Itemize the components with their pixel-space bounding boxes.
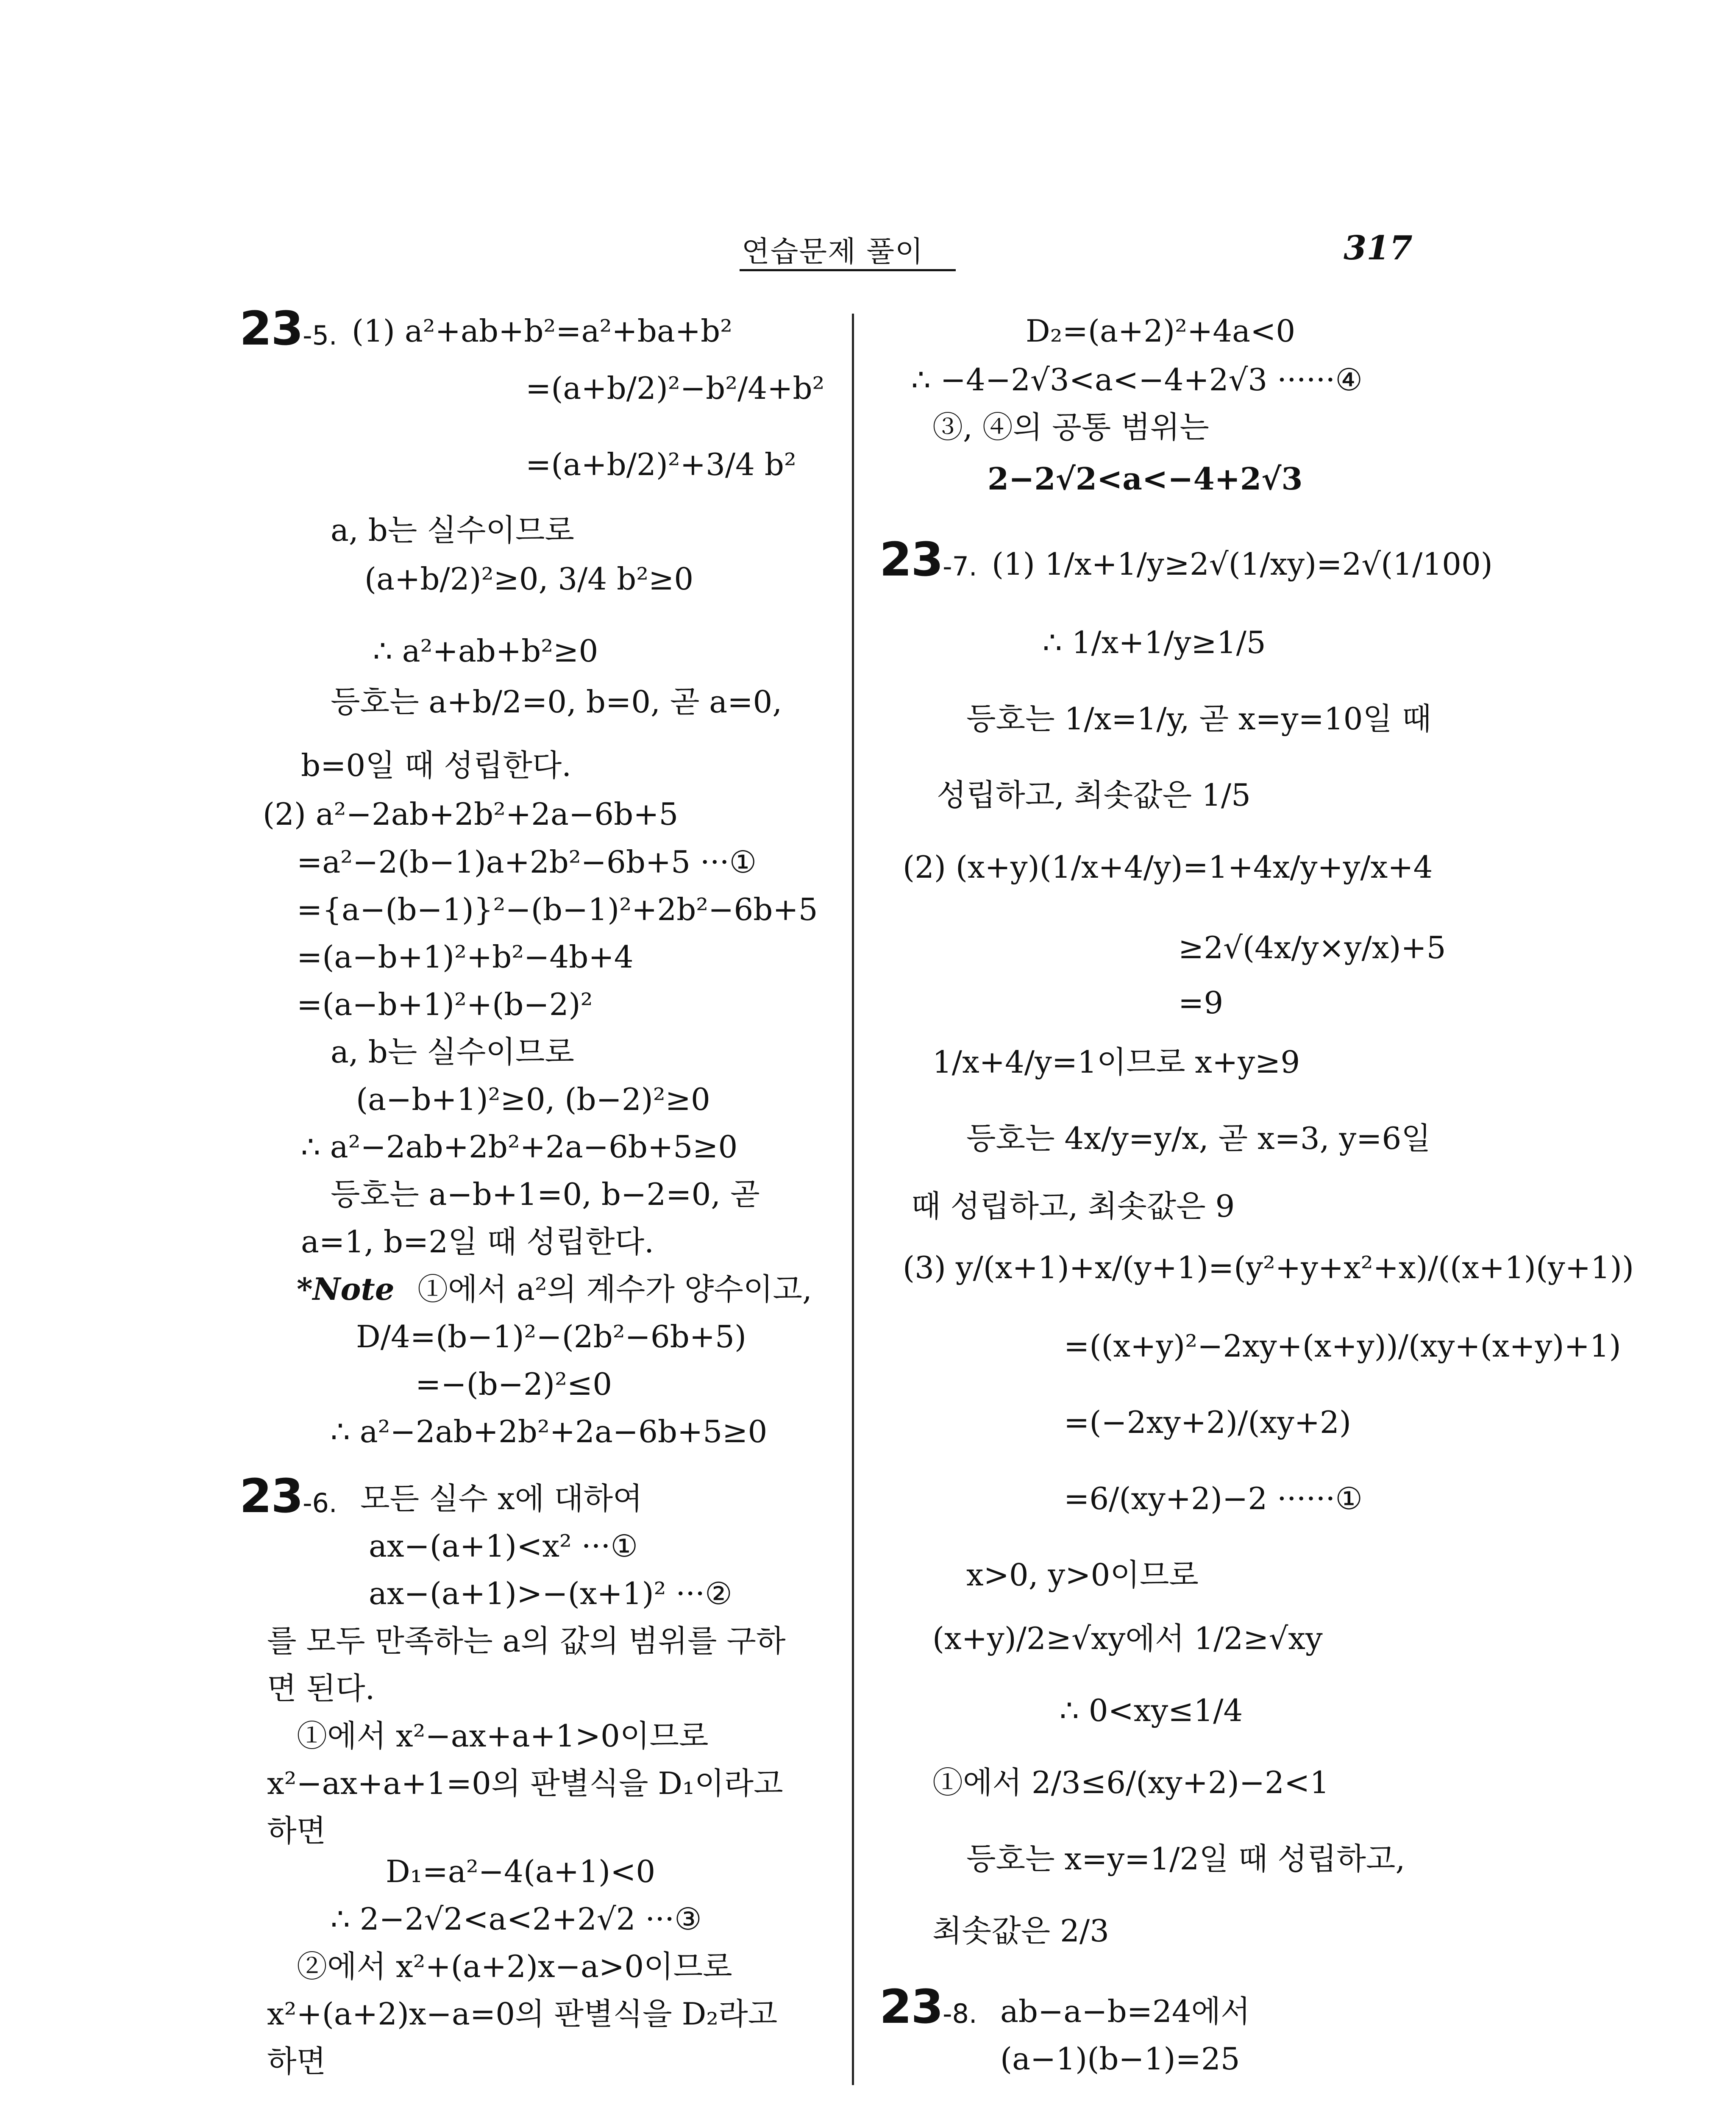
solution-line: a=1, b=2일 때 성립한다. xyxy=(301,1224,654,1260)
note-label: *Note xyxy=(297,1271,395,1307)
problem-23-5-number xyxy=(239,301,337,356)
solution-line: 등호는 a−b+1=0, b−2=0, 곧 xyxy=(331,1176,760,1212)
problem-number-sub: -7. xyxy=(943,551,977,582)
solution-line: =((x+y)²−2xy+(x+y))/(xy+(x+y)+1) xyxy=(1064,1328,1621,1364)
solution-line: (a−b+1)²≥0, (b−2)²≥0 xyxy=(356,1082,710,1117)
solution-line: 면 된다. xyxy=(267,1671,375,1706)
solution-line: (2) (x+y)(1/x+4/y)=1+4x/y+y/x+4 xyxy=(903,849,1433,885)
solution-line: ∴ −4−2√3<a<−4+2√3 ······④ xyxy=(911,362,1363,398)
solution-line: ax−(a+1)>−(x+1)² ···② xyxy=(369,1576,732,1611)
solution-line: (a−1)(b−1)=25 xyxy=(1000,2041,1240,2077)
problem-23-6-number xyxy=(239,1469,337,1523)
solution-line: =(−2xy+2)/(xy+2) xyxy=(1064,1404,1351,1440)
solution-line: =−(b−2)²≤0 xyxy=(415,1366,612,1402)
solution-line: x²+(a+2)x−a=0의 판별식을 D₂라고 xyxy=(267,1996,778,2032)
problem-number-sub: -5. xyxy=(303,320,337,351)
solution-line: =6/(xy+2)−2 ······① xyxy=(1064,1481,1363,1516)
solution-line: 등호는 a+b/2=0, b=0, 곧 a=0, xyxy=(331,684,782,720)
solution-line: 등호는 1/x=1/y, 곧 x=y=10일 때 xyxy=(966,701,1432,737)
solution-line: =(a+b/2)²−b²/4+b² xyxy=(526,370,825,406)
solution-line: =(a−b+1)²+b²−4b+4 xyxy=(297,939,634,975)
header-underline xyxy=(740,269,956,271)
solution-line: =(a+b/2)²+3/4 b² xyxy=(526,447,796,482)
solution-line: ≥2√(4x/y×y/x)+5 xyxy=(1178,930,1446,965)
solution-line: ③, ④의 공통 범위는 xyxy=(932,409,1209,445)
solution-line: ∴ 2−2√2<a<2+2√2 ···③ xyxy=(331,1901,702,1937)
page-number: 317 xyxy=(1344,229,1413,267)
solution-line: ={a−(b−1)}²−(b−1)²+2b²−6b+5 xyxy=(297,892,818,927)
solution-line: (2) a²−2ab+2b²+2a−6b+5 xyxy=(263,796,679,832)
solution-line: ax−(a+1)<x² ···① xyxy=(369,1528,638,1564)
solution-line: a, b는 실수이므로 xyxy=(331,512,574,548)
solution-line: ∴ 1/x+1/y≥1/5 xyxy=(1043,625,1266,660)
solution-line: 성립하고, 최솟값은 1/5 xyxy=(937,777,1251,813)
solution-line: ②에서 x²+(a+2)x−a>0이므로 xyxy=(297,1949,732,1984)
column-divider xyxy=(852,314,854,2085)
solution-line: 최솟값은 2/3 xyxy=(932,1913,1109,1949)
solution-line: (3) y/(x+1)+x/(y+1)=(y²+y+x²+x)/((x+1)(y+1)) xyxy=(903,1250,1634,1285)
solution-line: D/4=(b−1)²−(2b²−6b+5) xyxy=(356,1319,747,1354)
solution-line: 하면 xyxy=(267,1813,326,1849)
solution-result-line: 2−2√2<a<−4+2√3 xyxy=(988,461,1303,497)
solution-line: ①에서 a²의 계수가 양수이고, xyxy=(417,1271,812,1307)
solution-line: (a+b/2)²≥0, 3/4 b²≥0 xyxy=(364,561,694,597)
problem-number-main: 23 xyxy=(239,301,303,356)
solution-line: D₂=(a+2)²+4a<0 xyxy=(1026,313,1296,349)
problem-number-main: 23 xyxy=(239,1469,303,1523)
solution-line: ∴ 0<xy≤1/4 xyxy=(1060,1693,1243,1728)
solution-line: (1) a²+ab+b²=a²+ba+b² xyxy=(352,313,733,349)
solution-line: ∴ a²−2ab+2b²+2a−6b+5≥0 xyxy=(331,1414,768,1449)
solution-line: ①에서 x²−ax+a+1>0이므로 xyxy=(297,1718,709,1754)
solution-line: 하면 xyxy=(267,2044,326,2079)
solution-line: 1/x+4/y=1이므로 x+y≥9 xyxy=(932,1044,1300,1080)
problem-number-sub: -8. xyxy=(943,1998,977,2029)
solution-line: 등호는 x=y=1/2일 때 성립하고, xyxy=(966,1841,1405,1877)
solution-line: ∴ a²−2ab+2b²+2a−6b+5≥0 xyxy=(301,1129,738,1165)
solution-line: ∴ a²+ab+b²≥0 xyxy=(373,633,598,669)
problem-23-8-number xyxy=(879,1980,977,2034)
page-header-title: 연습문제 풀이 xyxy=(742,235,924,269)
solution-line: ab−a−b=24에서 xyxy=(1000,1994,1250,2029)
solution-line: (x+y)/2≥√xy에서 1/2≥√xy xyxy=(932,1621,1323,1656)
solution-line: 모든 실수 x에 대하여 xyxy=(360,1481,643,1516)
solution-line: b=0일 때 성립한다. xyxy=(301,748,572,783)
solution-line: (1) 1/x+1/y≥2√(1/xy)=2√(1/100) xyxy=(992,546,1493,582)
solution-line: =(a−b+1)²+(b−2)² xyxy=(297,987,593,1022)
solution-line: ①에서 2/3≤6/(xy+2)−2<1 xyxy=(932,1765,1330,1800)
solution-line: =9 xyxy=(1178,985,1224,1021)
solution-line: 때 성립하고, 최솟값은 9 xyxy=(911,1188,1235,1224)
problem-number-sub: -6. xyxy=(303,1488,337,1518)
solution-line: a, b는 실수이므로 xyxy=(331,1034,574,1070)
solution-line: x>0, y>0이므로 xyxy=(966,1557,1199,1593)
solution-line: 등호는 4x/y=y/x, 곧 x=3, y=6일 xyxy=(966,1121,1431,1156)
solution-line: D₁=a²−4(a+1)<0 xyxy=(386,1854,656,1889)
solution-line: 를 모두 만족하는 a의 값의 범위를 구하 xyxy=(267,1623,786,1659)
problem-number-main: 23 xyxy=(879,1980,943,2034)
solution-line: =a²−2(b−1)a+2b²−6b+5 ···① xyxy=(297,844,757,880)
problem-23-7-number xyxy=(879,532,977,587)
problem-number-main: 23 xyxy=(879,532,943,587)
solution-line: x²−ax+a+1=0의 판별식을 D₁이라고 xyxy=(267,1766,783,1801)
